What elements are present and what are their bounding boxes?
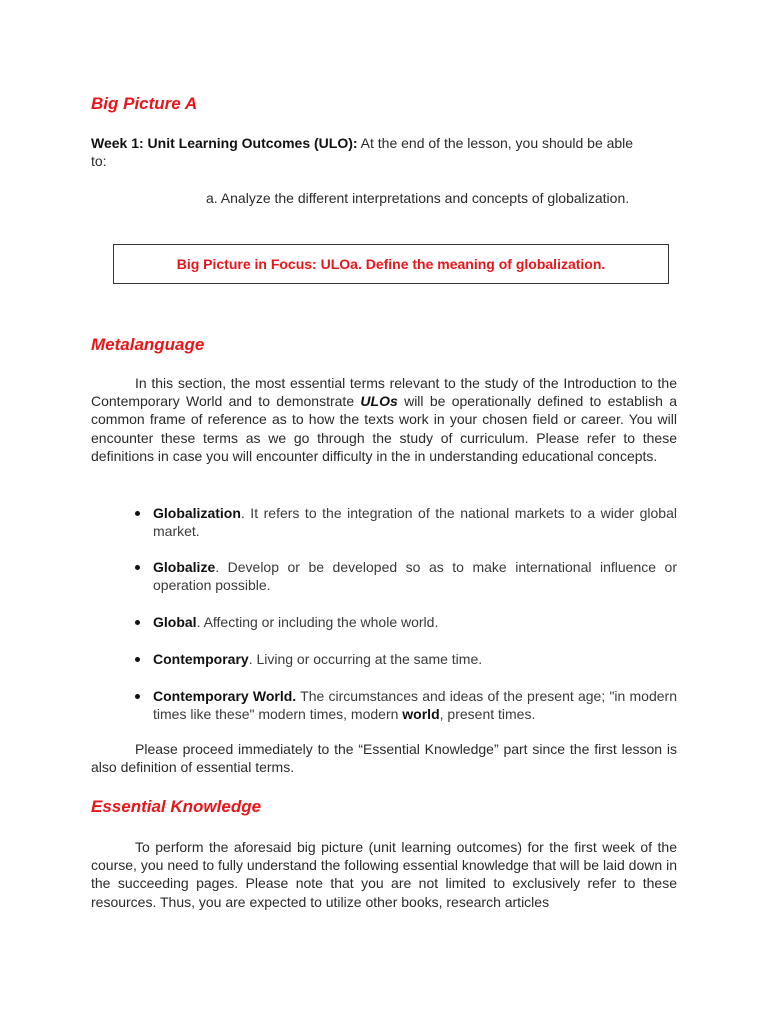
bullet-icon xyxy=(135,511,140,516)
week-ulo-statement xyxy=(91,134,677,170)
week-ulo-text-line2: to: xyxy=(91,153,107,169)
metalanguage-heading: Metalanguage xyxy=(91,335,205,354)
bullet-icon xyxy=(135,657,140,662)
term-name: Globalize xyxy=(153,559,216,575)
term-item-contemporary-world xyxy=(153,687,677,723)
term-definition-end: , present times. xyxy=(439,706,536,723)
metalanguage-intro-text-2: will be operationally defined to establish a common frame of reference as to how the texts work in your chosen field or career. You will encounter these terms as we go through the study of curriculum. Please refer to these definitions in case you will encounter difficulty in the in understanding educational concepts. xyxy=(91,393,677,464)
metalanguage-intro-ulos: ULOs xyxy=(360,393,398,410)
term-item-globalization xyxy=(153,504,677,540)
term-item-global xyxy=(153,613,677,631)
term-name: Contemporary xyxy=(153,651,249,667)
term-item-contemporary xyxy=(153,650,677,668)
metalanguage-intro-text-1: In this section, the most essential terms relevant to the study of the Introduction to the Contemporary World and to demonstrate xyxy=(91,375,677,410)
bullet-icon xyxy=(135,565,140,570)
term-definition: . Develop or be developed so as to make international influence or operation possible. xyxy=(153,559,677,594)
term-name: Globalization xyxy=(153,505,241,521)
term-definition: . It refers to the integration of the national markets to a wider global market. xyxy=(153,505,677,540)
term-name: Contemporary World. xyxy=(153,688,297,704)
term-item-globalize xyxy=(153,558,677,594)
bullet-icon xyxy=(135,620,140,625)
term-definition-bold: world xyxy=(402,706,440,723)
week-ulo-label: Week 1: Unit Learning Outcomes (ULO): xyxy=(91,135,358,151)
essential-knowledge-heading: Essential Knowledge xyxy=(91,797,262,816)
essential-knowledge-paragraph: To perform the aforesaid big picture (unit learning outcomes) for the first week of the course, you need to fully understand the following essential knowledge that will be laid down in the succeeding pages. Please note that you are not limited to exclusively refer to these resources. Thus, you are expected to utilize other books, research articles xyxy=(91,839,677,910)
metalanguage-intro xyxy=(91,374,677,465)
ulo-list-item-a: a. Analyze the different interpretations and concepts of globalization. xyxy=(206,190,630,206)
term-definition: . Living or occurring at the same time. xyxy=(248,651,483,667)
term-definition: The circumstances and ideas of the present age; "in modern times like these" modern times, modern xyxy=(153,688,677,723)
big-picture-focus-text: Big Picture in Focus: ULOa. Define the meaning of globalization. xyxy=(176,256,606,272)
bullet-icon xyxy=(135,694,140,699)
big-picture-heading: Big Picture A xyxy=(91,94,198,113)
term-name: Global xyxy=(153,614,197,630)
week-ulo-text-line1: At the end of the lesson, you should be able xyxy=(357,135,634,151)
metalanguage-closing: Please proceed immediately to the “Essential Knowledge” part since the first lesson is also definition of essential terms. xyxy=(91,741,677,776)
term-definition: . Affecting or including the whole world. xyxy=(196,614,439,630)
big-picture-focus-box xyxy=(113,244,669,284)
